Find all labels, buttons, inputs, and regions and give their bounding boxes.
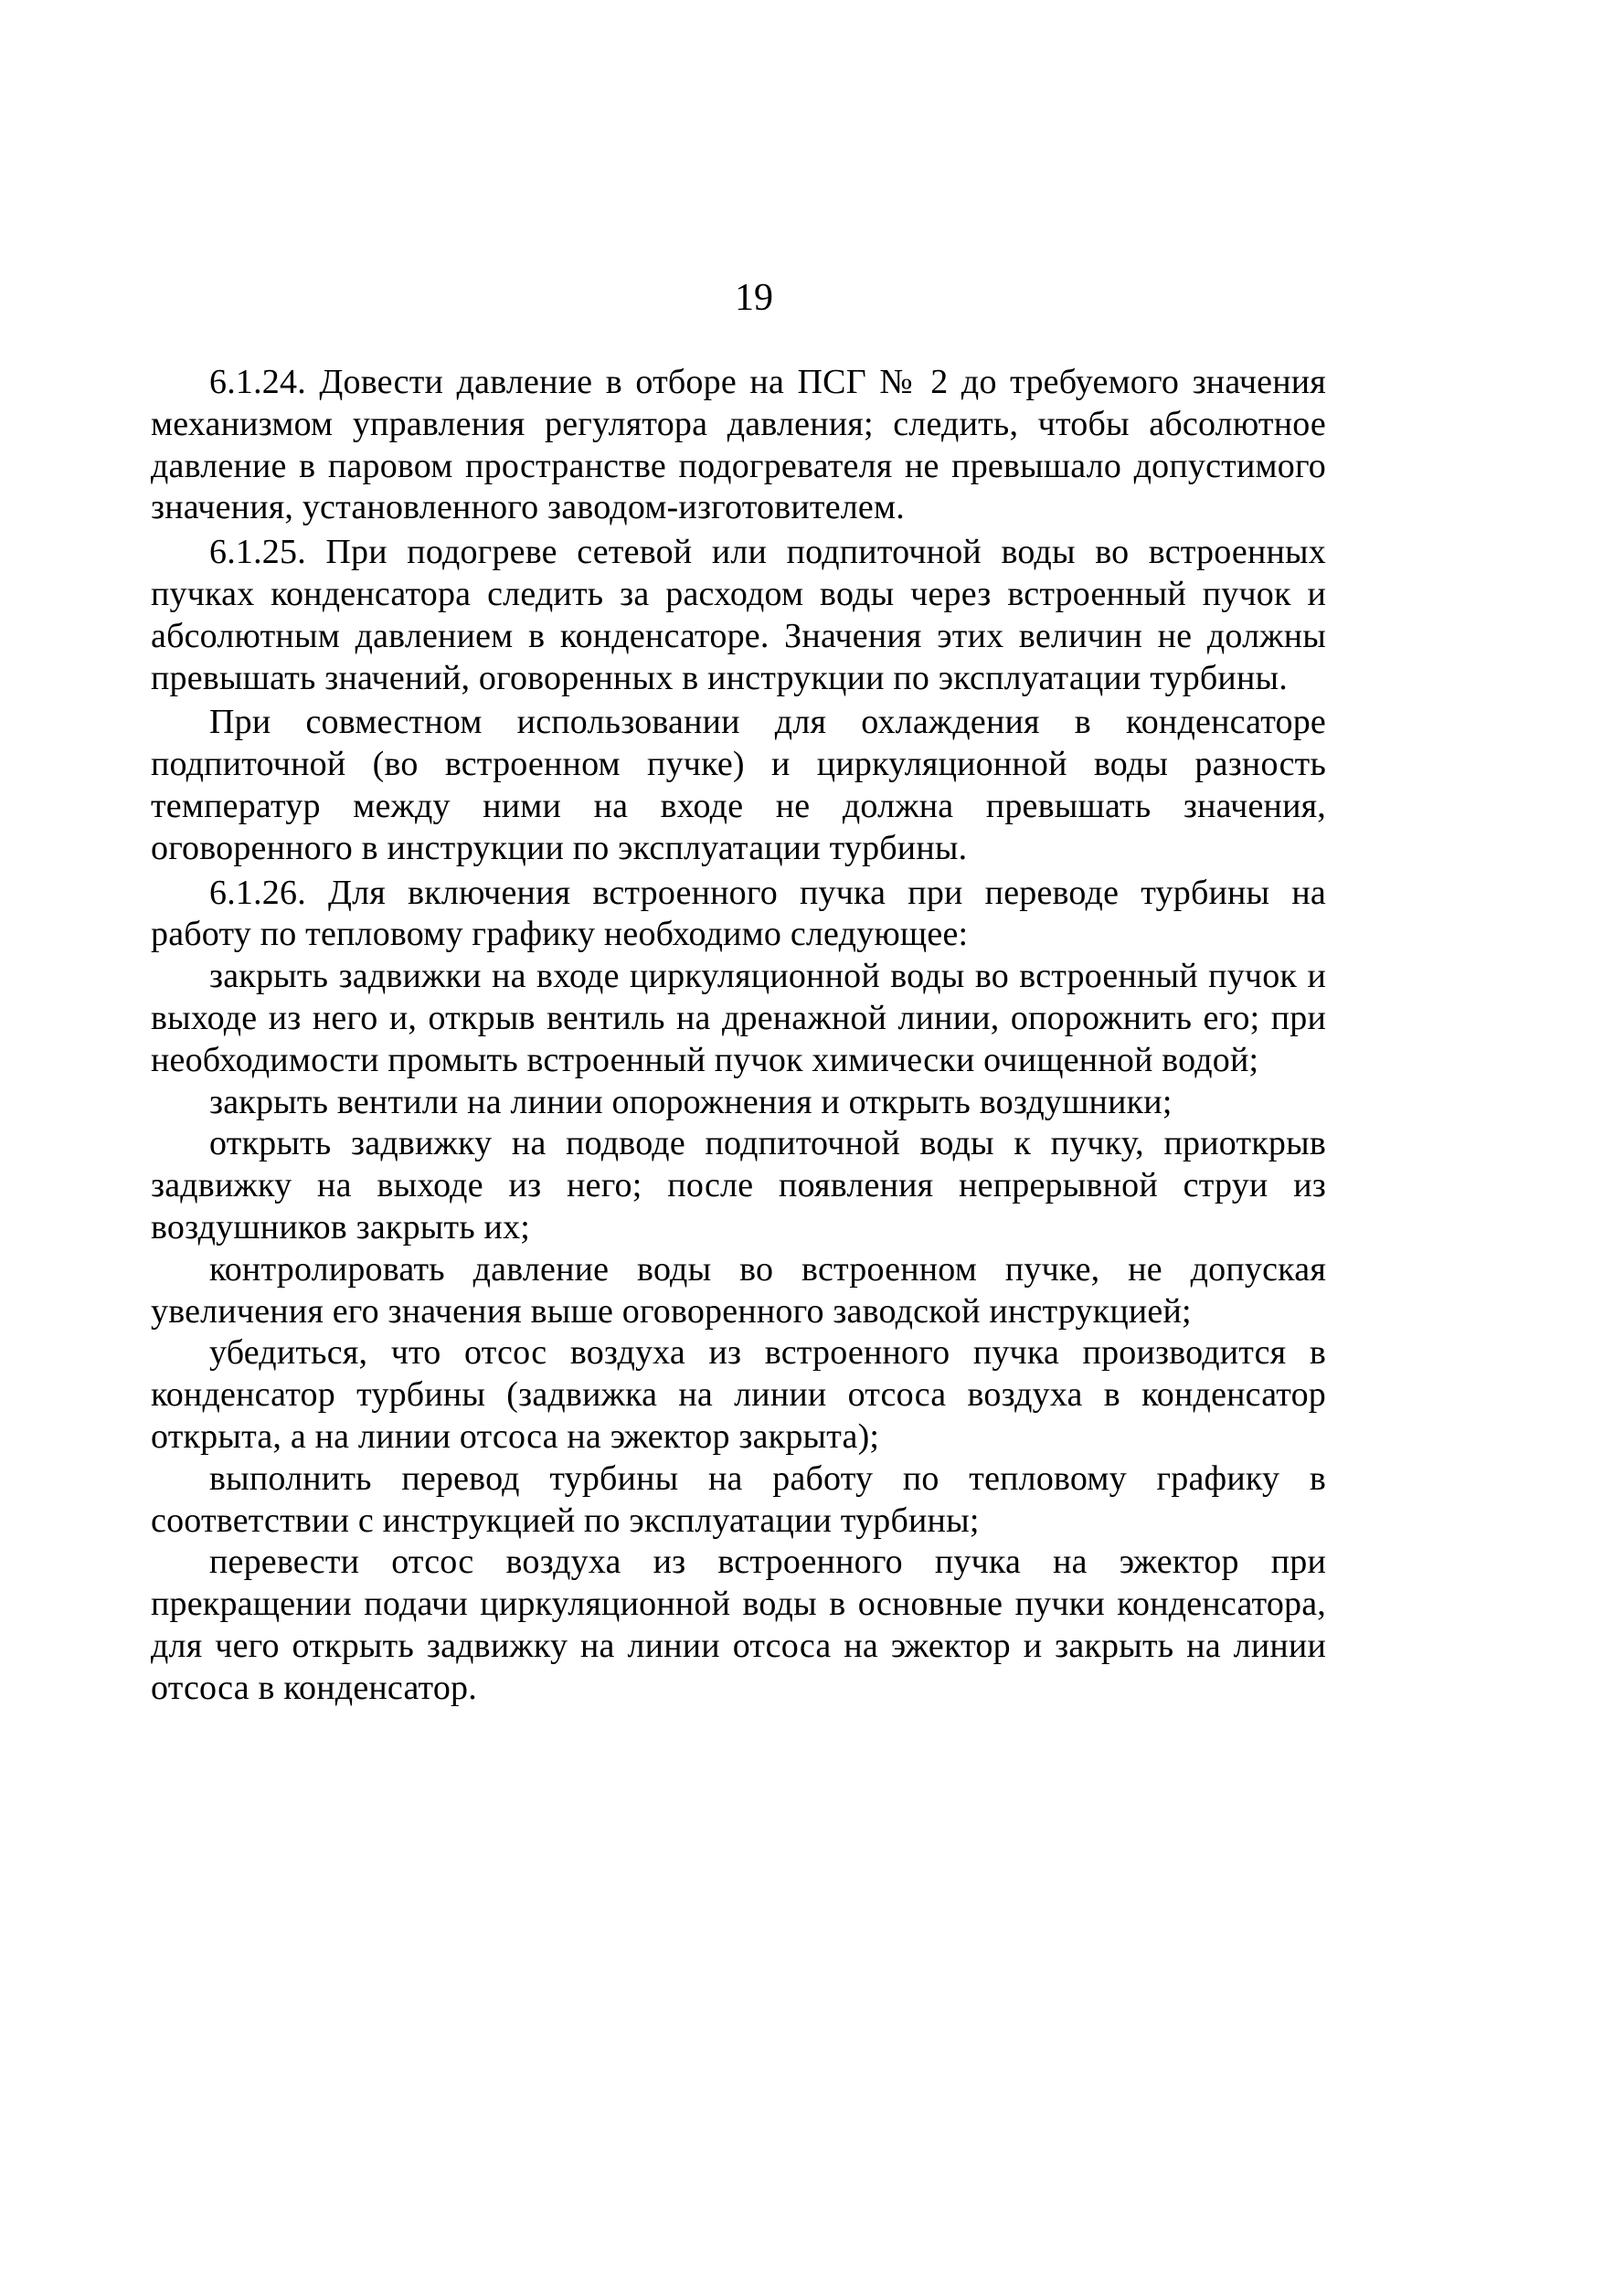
paragraph-6-1-26: 6.1.26. Для включения встроенного пучка при переводе турбины на работу по тепловому графику необходимо следующее: (151, 873, 1326, 954)
list-item-control-pressure: контролировать давление воды во встроенном пучке, не допуская увеличения его значения выше оговоренного заводской инструкцией; (151, 1249, 1326, 1331)
paragraph-combined-use: При совместном использовании для охлаждения в конденсаторе подпиточной (во встроенном пучке) и циркуляционной воды разность температур между ними на входе не должна превышать значения, оговоренного в инструкции по эксплуатации турбины. (151, 703, 1326, 867)
list-item-transfer-suction: перевести отсос воздуха из встроенного пучка на эжектор при прекращении подачи циркуляционной воды в основные пучки конденсатора, для чего открыть задвижку на линии отсоса на эжектор и закрыть на линии отсоса в конденсатор. (151, 1543, 1326, 1707)
paragraph-6-1-24: 6.1.24. Довести давление в отборе на ПСГ № 2 до требуемого значения механизмом управления регулятора давления; следить, чтобы абсолютное давление в паровом пространстве подогревателя не превышало допустимого значения, установленного заводом-изготовителем. (151, 363, 1326, 527)
list-item-check-air-suction: убедиться, что отсос воздуха из встроенного пучка производится в конденсатор турбины (задвижка на линии отсоса воздуха в конденсатор открыта, а на линии отсоса на эжектор закрыта); (151, 1333, 1326, 1456)
list-item-switch-mode: выполнить перевод турбины на работу по тепловому графику в соответствии с инструкцией по эксплуатации турбины; (151, 1459, 1326, 1540)
document-body (151, 362, 1326, 1710)
list-item-open-supply-valve: открыть задвижку на подводе подпиточной воды к пучку, приоткрыв задвижку на выходе из него; после появления непрерывной струи из воздушников закрыть их; (151, 1124, 1326, 1246)
page-number: 19 (735, 277, 773, 319)
paragraph-6-1-25: 6.1.25. При подогреве сетевой или подпиточной воды во встроенных пучках конденсатора следить за расходом воды через встроенный пучок и абсолютным давлением в конденсаторе. Значения этих величин не должны превышать значений, оговоренных в инструкции по эксплуатации турбины. (151, 533, 1326, 697)
list-item-close-drain-valves: закрыть вентили на линии опорожнения и открыть воздушники; (209, 1082, 1173, 1121)
list-item-close-valves: закрыть задвижки на входе циркуляционной воды во встроенный пучок и выходе из него и, открыв вентиль на дренажной линии, опорожнить его; при необходимости промыть встроенный пучок химически очищенной водой; (151, 957, 1326, 1079)
